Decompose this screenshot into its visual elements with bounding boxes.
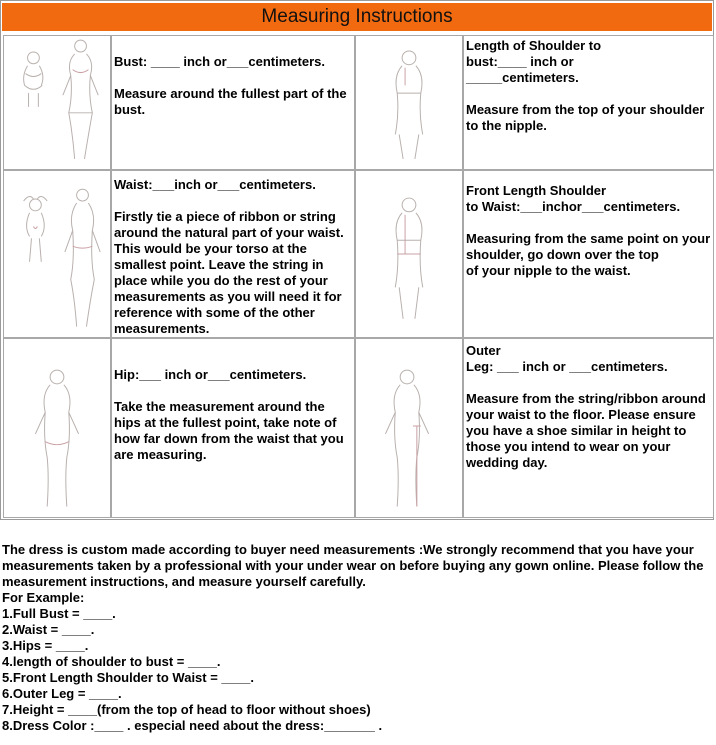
shoulder-bust-body: Measure from the top of your shoulder to the nipple.	[466, 102, 705, 133]
measurement-notes	[2, 542, 714, 734]
waist-body: Firstly tie a piece of ribbon or string around the natural part of your waist. This would be your torso at the smallest point. Leave the string in place while you do the rest of your measurements as you will need it for reference with some of the other measurements.	[114, 209, 344, 336]
waist-instructions	[111, 170, 355, 338]
front-length-heading-1: Front Length Shoulder	[466, 183, 607, 198]
list-item: 8.Dress Color :____ . especial need about the dress:_______ .	[2, 718, 383, 733]
hip-measure-figure-icon	[3, 338, 111, 518]
list-item: 5.Front Length Shoulder to Waist = ____.	[2, 670, 254, 685]
list-item: 7.Height = ____(from the top of head to floor without shoes)	[2, 702, 371, 717]
list-item: 3.Hips = ____.	[2, 638, 89, 653]
list-item: 4.length of shoulder to bust = ____.	[2, 654, 221, 669]
shoulder-bust-heading-1: Length of Shoulder to	[466, 38, 602, 53]
outer-leg-heading-1: Outer	[466, 343, 501, 358]
shoulder-to-bust-instructions	[463, 35, 714, 170]
hip-body: Take the measurement around the hips at the fullest point, take note of how far down from the waist that you are measuring.	[114, 399, 344, 462]
shoulder-to-bust-figure-icon	[355, 35, 463, 170]
waist-measure-figure-icon	[3, 170, 111, 338]
bust-body: Measure around the fullest part of the bust.	[114, 86, 347, 117]
front-length-body-2: of your nipple to the waist.	[466, 263, 631, 278]
outer-leg-figure-icon	[355, 338, 463, 518]
shoulder-bust-heading-2: bust:____ inch or	[466, 54, 574, 69]
notes-intro: The dress is custom made according to buyer need measurements :We strongly recommend that you have your measurements taken by a professional with your under wear on before buying any gown online. Please follow the measurement instructions, and measure yourself carefully.	[2, 542, 704, 589]
front-length-figure-icon	[355, 170, 463, 338]
hip-heading: Hip:___ inch or___centimeters.	[114, 367, 307, 382]
list-item: 6.Outer Leg = ____.	[2, 686, 122, 701]
front-length-heading-2: to Waist:___inchor___centimeters.	[466, 199, 681, 214]
list-item: 1.Full Bust = ____.	[2, 606, 116, 621]
shoulder-bust-heading-3: _____centimeters.	[466, 70, 579, 85]
bust-heading: Bust: ____ inch or___centimeters.	[114, 54, 325, 69]
outer-leg-heading-2: Leg: ___ inch or ___centimeters.	[466, 359, 668, 374]
front-length-instructions	[463, 170, 714, 338]
bust-measure-figure-icon	[3, 35, 111, 170]
list-item: 2.Waist = ____.	[2, 622, 95, 637]
outer-leg-body: Measure from the string/ribbon around your waist to the floor. Please ensure you have a shoe similar in height to those you intend to wear on your wedding day.	[466, 391, 706, 470]
bust-instructions	[111, 35, 355, 170]
page-title: Measuring Instructions	[2, 3, 712, 31]
front-length-body-1: Measuring from the same point on your shoulder, go down over the top	[466, 231, 711, 262]
waist-heading: Waist:___inch or___centimeters.	[114, 177, 316, 192]
hip-instructions	[111, 338, 355, 518]
outer-leg-instructions	[463, 338, 714, 518]
example-label: For Example:	[2, 590, 85, 605]
